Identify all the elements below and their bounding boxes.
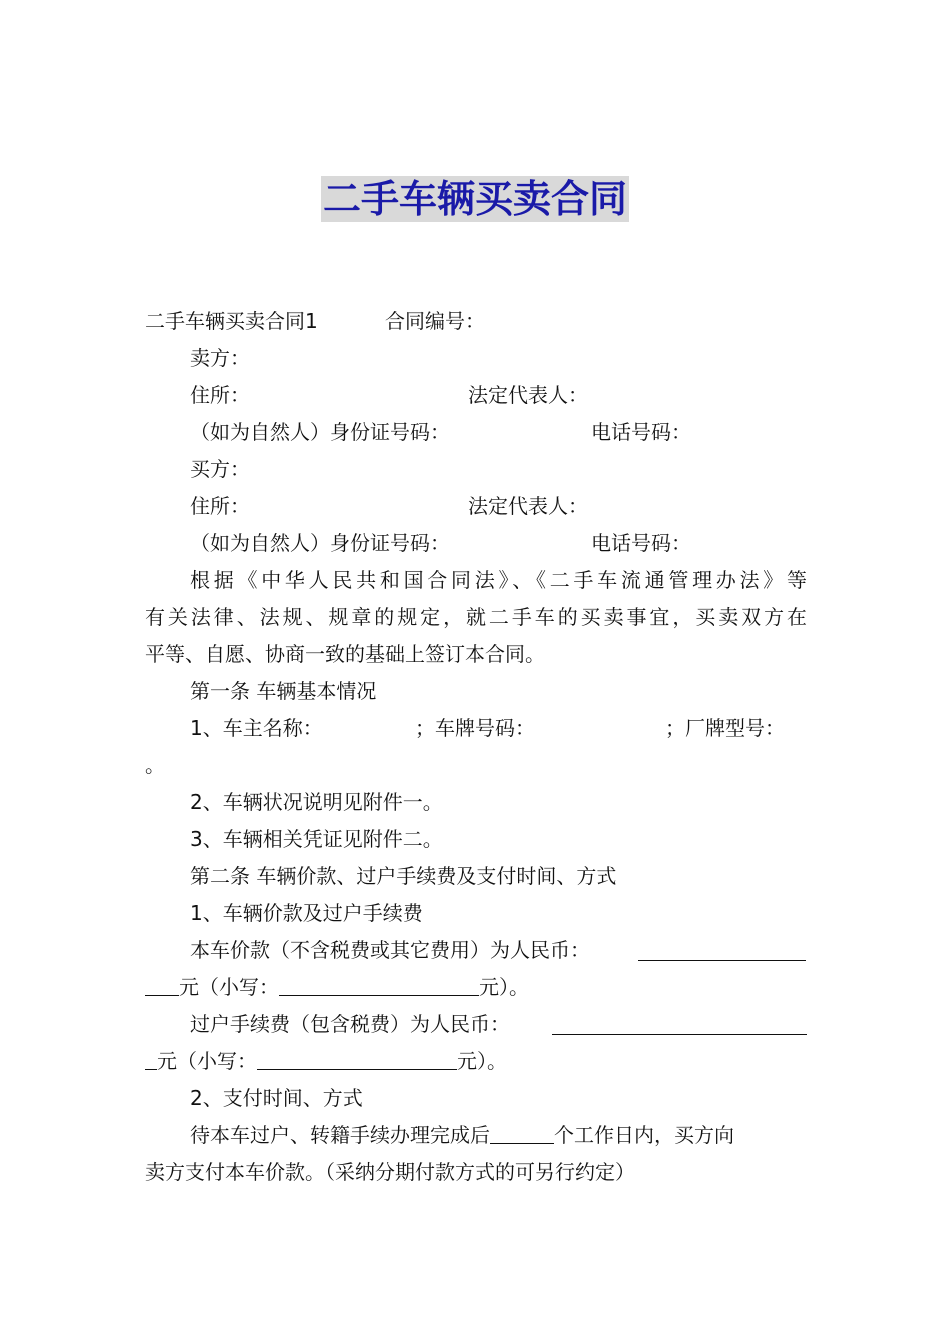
document-title-wrap: [0, 176, 950, 222]
buyer-id-label: （如为自然人）身份证号码：: [190, 531, 450, 555]
article1-item1-line: [145, 710, 807, 747]
article1-item3: 3、车辆相关凭证见附件二。: [190, 827, 443, 851]
article2-sub1: 1、车辆价款及过户手续费: [190, 901, 423, 925]
article2-sub2: 2、支付时间、方式: [190, 1086, 363, 1110]
seller-id-label: （如为自然人）身份证号码：: [190, 420, 450, 444]
fee-unit-label: 元（小写：: [157, 1049, 257, 1073]
seller-phone-label: 电话号码：: [591, 420, 691, 444]
seller-address-line: [145, 377, 807, 414]
preamble-line-2: 有关法律、法规、规章的规定，就二手车的买卖事宜，买卖双方在: [145, 605, 807, 629]
price-amount-blank-cont: [145, 977, 179, 996]
article1-item2: 2、车辆状况说明见附件一。: [190, 790, 443, 814]
buyer-phone-label: 电话号码：: [591, 531, 691, 555]
pay-text-a: 待本车过户、转籍手续办理完成后: [190, 1123, 490, 1147]
fee-amount-blank-cont: [145, 1051, 157, 1070]
pay-days-blank: [490, 1125, 554, 1144]
fee-amount-blank: [552, 1016, 807, 1035]
document-title: 二手车辆买卖合同: [322, 177, 627, 221]
buyer-legal-rep-label: 法定代表人：: [468, 494, 588, 518]
brand-model-label: ；厂牌型号：: [665, 716, 785, 740]
plate-number-label: ；车牌号码：: [415, 716, 535, 740]
fee-label: 过户手续费（包含税费）为人民币：: [190, 1012, 510, 1036]
pay-text-b: 个工作日内，买方向: [554, 1123, 734, 1147]
pay-line-2: 卖方支付本车价款。（采纳分期付款方式的可另行约定）: [145, 1160, 635, 1184]
owner-name-label: 1、车主名称：: [190, 716, 323, 740]
preamble-line-3: 平等、自愿、协商一致的基础上签订本合同。: [145, 642, 545, 666]
contract-header-line: [145, 303, 807, 340]
price-end-label: 元）。: [479, 975, 529, 999]
buyer-id-line: [145, 525, 807, 562]
preamble-line-1: 根据《中华人民共和国合同法》、《二手车流通管理办法》等: [190, 568, 807, 592]
price-label: 本车价款（不含税费或其它费用）为人民币：: [190, 938, 590, 962]
price-amount-blank: [638, 942, 806, 961]
seller-legal-rep-label: 法定代表人：: [468, 383, 588, 407]
buyer-address-label: 住所：: [190, 494, 250, 518]
contract-body: [145, 303, 807, 1191]
pay-line-1: [145, 1117, 807, 1154]
contract-name: 二手车辆买卖合同1: [145, 309, 318, 333]
fee-small-blank: [257, 1051, 457, 1070]
fee-end-label: 元）。: [457, 1049, 507, 1073]
price-unit-label: 元（小写：: [179, 975, 279, 999]
price-line-2: [145, 969, 807, 1006]
price-line-1: [145, 932, 807, 969]
article2-heading: 第二条 车辆价款、过户手续费及支付时间、方式: [190, 864, 617, 888]
buyer-address-line: [145, 488, 807, 525]
article1-heading: 第一条 车辆基本情况: [190, 679, 377, 703]
fee-line-1: [145, 1006, 807, 1043]
seller-id-line: [145, 414, 807, 451]
article1-item1-end: 。: [145, 753, 165, 777]
price-small-blank: [279, 977, 479, 996]
seller-address-label: 住所：: [190, 383, 250, 407]
buyer-label: 买方：: [190, 457, 250, 481]
fee-line-2: [145, 1043, 807, 1080]
contract-no-label: 合同编号：: [385, 309, 485, 333]
seller-label: 卖方：: [190, 346, 250, 370]
